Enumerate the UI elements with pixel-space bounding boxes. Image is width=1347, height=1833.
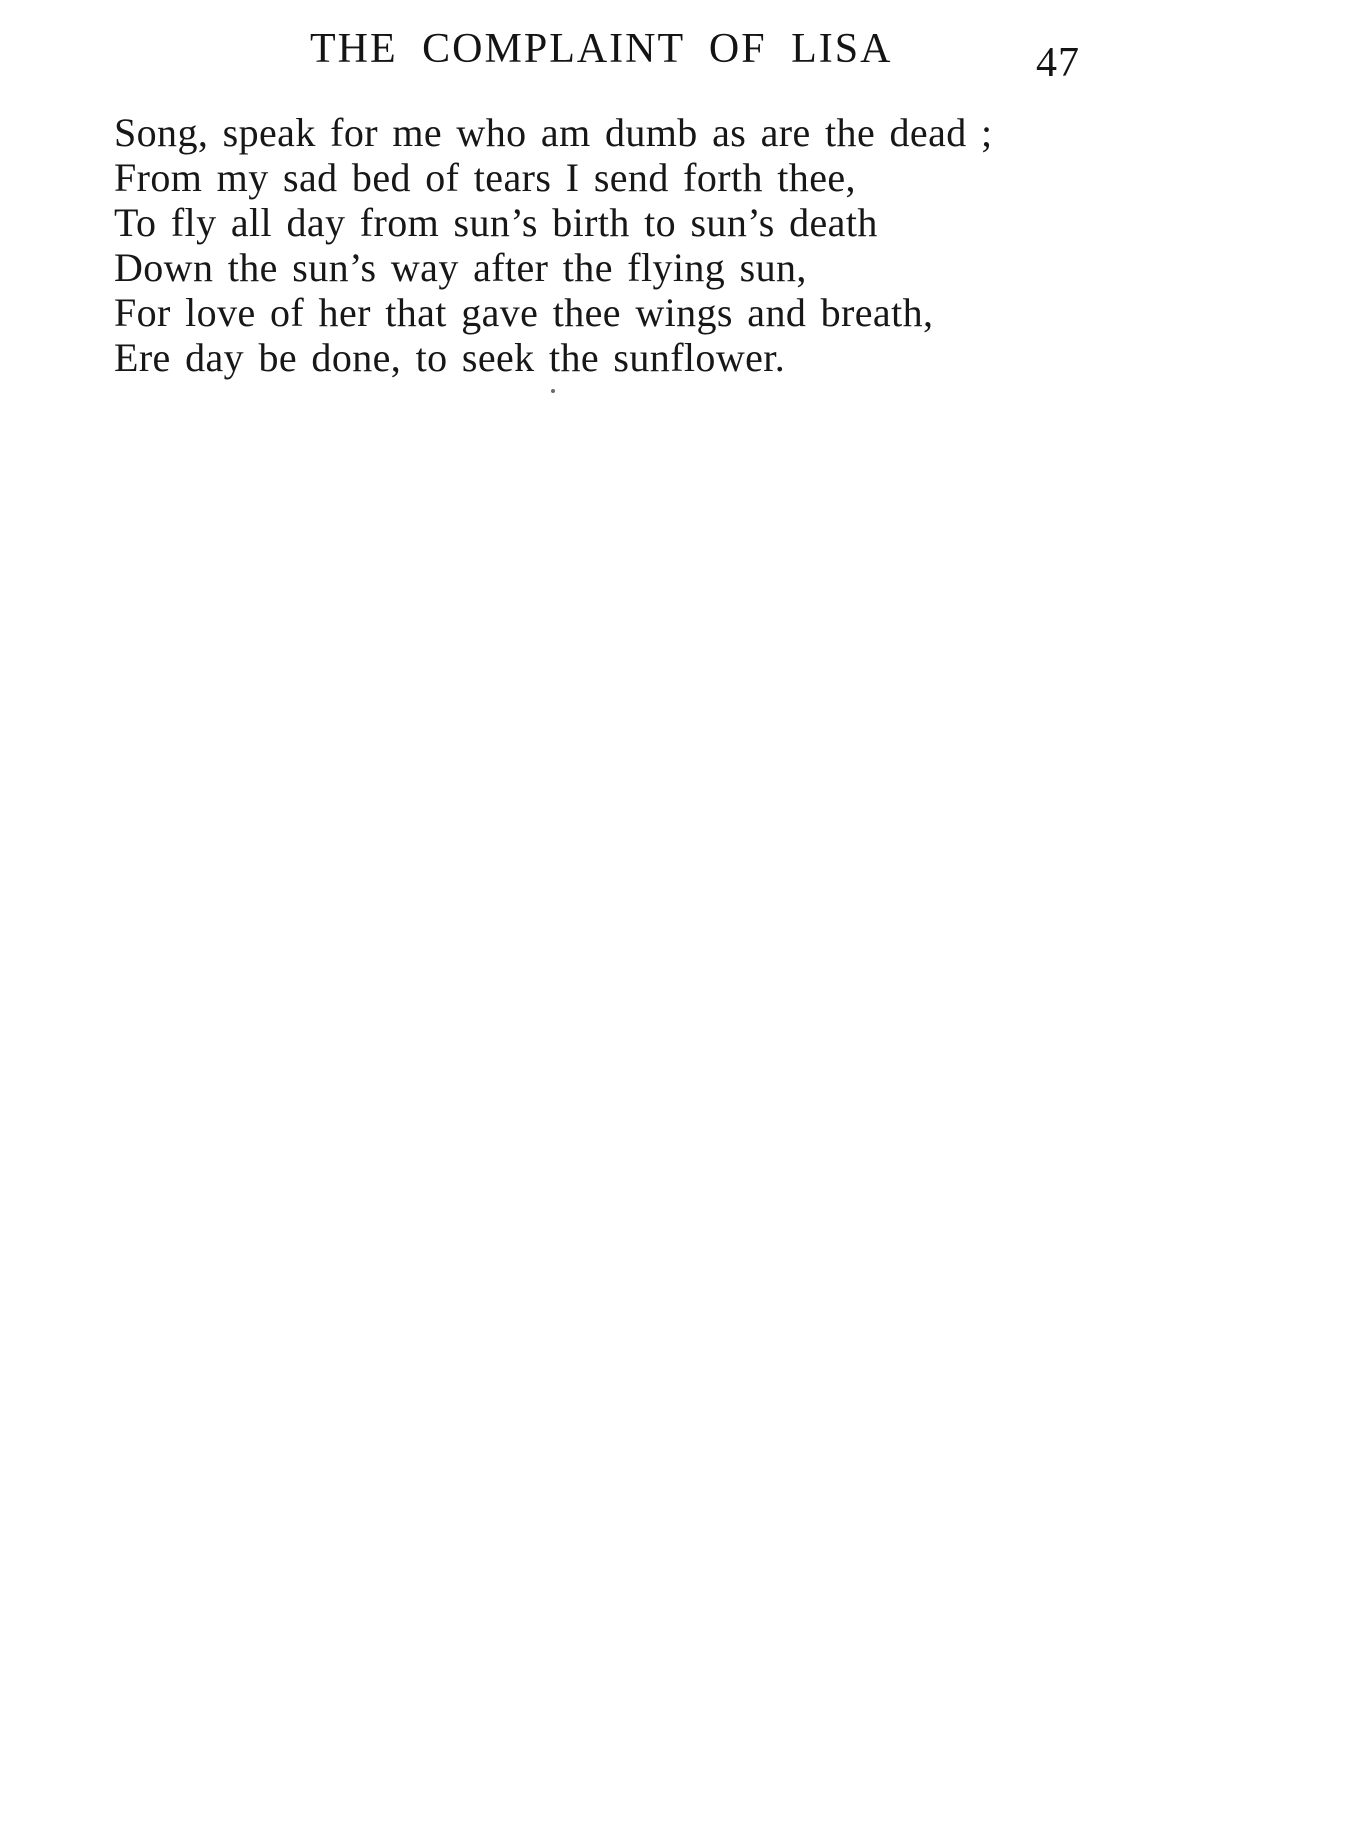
poem-line: Ere day be done, to seek the sunflower. — [114, 335, 786, 380]
poem-line: Song, speak for me who am dumb as are the dead ; — [114, 110, 993, 155]
poem-line: From my sad bed of tears I send forth thee, — [114, 155, 856, 200]
page-number: 47 — [1036, 40, 1080, 86]
poem-line: Down the sun’s way after the flying sun, — [114, 245, 807, 290]
page-title: THE COMPLAINT OF LISA — [310, 26, 893, 72]
poem-stanza — [114, 110, 993, 380]
poem-line: For love of her that gave thee wings and breath, — [114, 290, 934, 335]
poem-line: To fly all day from sun’s birth to sun’s death — [114, 200, 878, 245]
scan-artifact-speck — [551, 389, 555, 393]
